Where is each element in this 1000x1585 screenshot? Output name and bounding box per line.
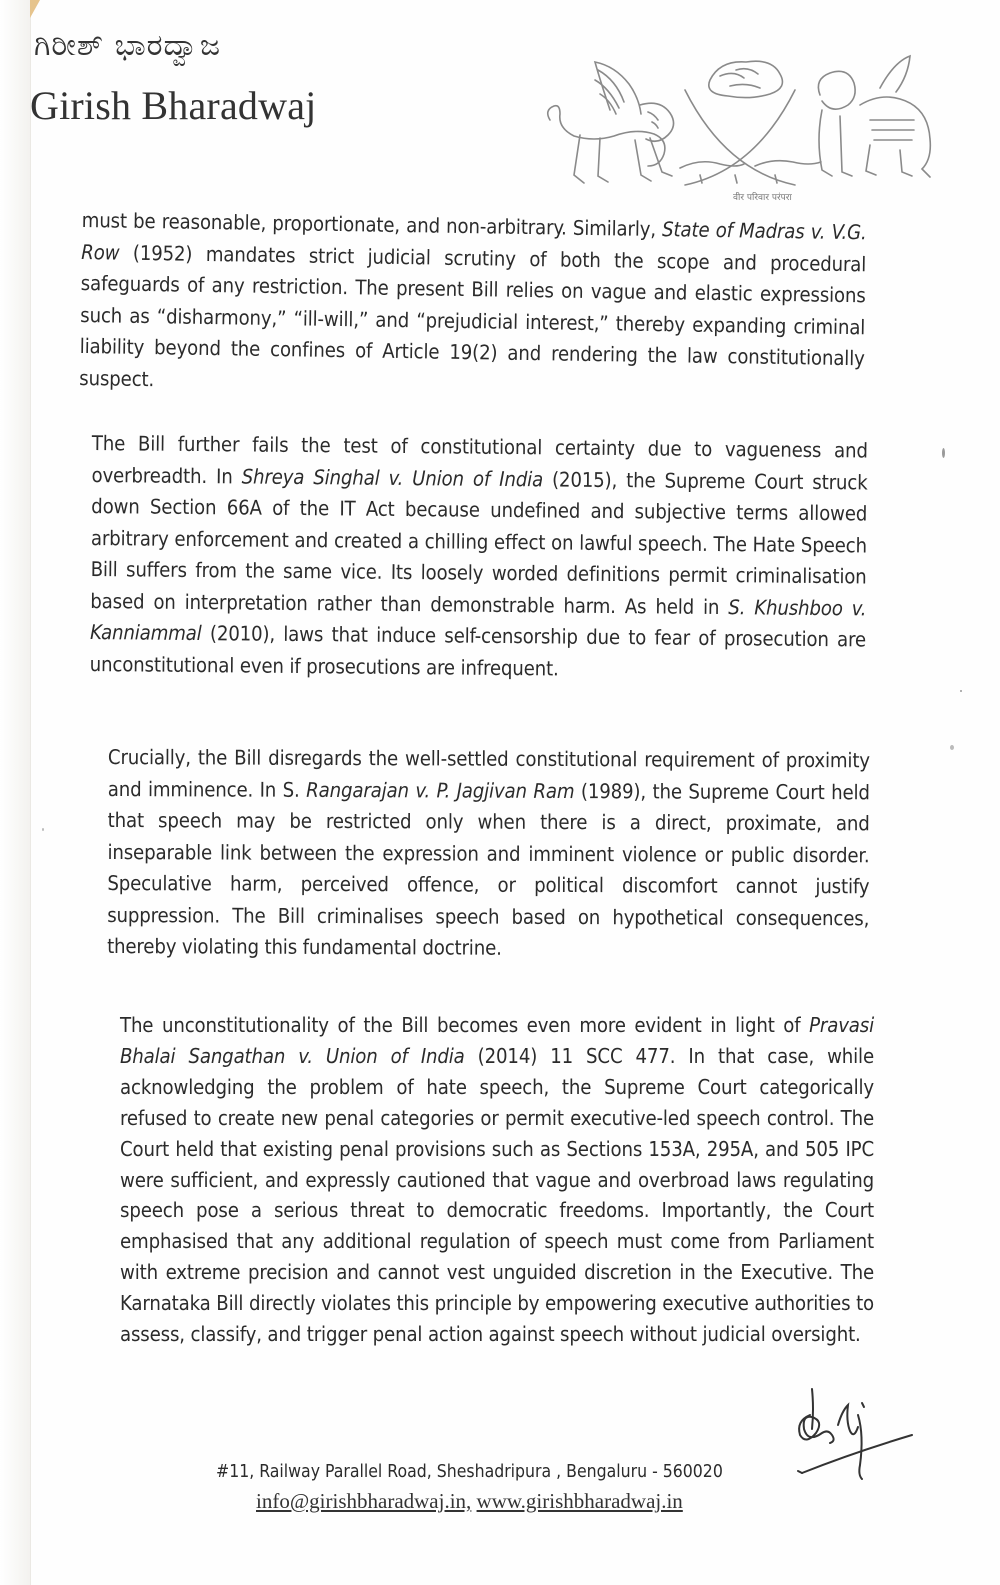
case-citation: S. Khushboo v. Kanniammal [89, 594, 867, 646]
paragraph-text: The Bill further fails the test of constitutional certainty due to vagueness and overbreadth. In [91, 430, 868, 488]
website-link[interactable]: www.girishbharadwaj.in [476, 1489, 683, 1513]
footer-address: #11, Railway Parallel Road, Sheshadripura , Bengaluru - 560020 [216, 1462, 723, 1482]
scan-speck [42, 828, 44, 831]
footer-contact-links [256, 1489, 683, 1514]
body-paragraph-2 [90, 428, 868, 687]
scan-speck [960, 690, 962, 692]
paragraph-text: (1952) mandates strict judicial scrutiny of both the scope and procedural safeguards of any restriction. The present Bill relies on vague and elastic expressions such as “disharmony,” “ill-will,” and “prejudicial interest,” thereby expanding criminal liability beyond the confines of Article 19(2) and rendering the law constitutionally suspect. [79, 240, 867, 391]
emblem-motto: वीर परिवार परंपरा [733, 193, 792, 203]
email-link[interactable]: info@girishbharadwaj.in, [256, 1489, 472, 1513]
case-citation: Shreya Singhal v. Union of India [241, 463, 544, 491]
case-citation: State of Madras v. V.G. Row [81, 217, 867, 265]
paragraph-text: (2014) 11 SCC 477. In that case, while acknowledging the problem of hate speech, the Supreme Court categorically refused to create new penal categories or permit executive-led speech control. The Court held that existing penal provisions such as Sections 153A, 295A, and 505 IPC were sufficient, and expressly cautioned that vague and overbroad laws regulating speech pose a serious threat to democratic freedoms. Importantly, the Court emphasised that any additional regulation of speech must come from Parliament with extreme precision and cannot vest unguided discretion in the Executive. The Karnataka Bill directly violates this principle by empowering executive authorities to assess, classify, and trigger penal action against speech without judicial oversight. [120, 1043, 874, 1347]
scan-speck [950, 745, 954, 750]
paragraph-text: (2010), laws that induce self-censorship due to fear of prosecution are unconstitutional even if prosecutions are infrequent. [89, 621, 867, 680]
folded-corner [30, 0, 40, 18]
letterhead-name-kannada: ಗಿರೀಶ್ ಭಾರದ್ವಾಜ [34, 28, 222, 63]
body-paragraph-1 [79, 205, 867, 406]
body-paragraph-3 [107, 742, 870, 966]
case-citation: Rangarajan v. P. Jagjivan Ram [306, 777, 575, 803]
winged-lion-crossed-swords-emblem-icon [540, 50, 940, 210]
case-citation: Pravasi Bhalai Sangathan v. Union of India [120, 1013, 874, 1068]
page-left-edge [0, 0, 31, 1585]
handwritten-signature-icon [790, 1385, 940, 1485]
paragraph-text: (2015), the Supreme Court struck down Section 66A of the IT Act because undefined and subjective terms allowed arbitrary enforcement and created a chilling effect on lawful speech. The Hate Speech Bill suffers from the same vice. Its loosely worded definitions permit criminalisation based on interpretation rather than demonstrable harm. As held in [90, 466, 868, 619]
scan-speck [942, 448, 945, 458]
paragraph-text: (1989), the Supreme Court held that speech may be restricted only when there is a direct, proximate, and inseparable link between the expression and imminent violence or public disorder. Speculative harm, perceived offence, or political discomfort cannot justify suppression. The Bill criminalises speech based on hypothetical consequences, thereby violating this fundamental doctrine. [107, 778, 870, 960]
body-paragraph-4 [120, 1010, 874, 1350]
paragraph-text: The unconstitutionality of the Bill becomes even more evident in light of [120, 1013, 810, 1037]
letterhead-name-english: Girish Bharadwaj [30, 83, 317, 128]
paragraph-text: Crucially, the Bill disregards the well-settled constitutional requirement of proximity and imminence. In S. [107, 745, 870, 802]
paragraph-text: must be reasonable, proportionate, and non-arbitrary. Similarly, [81, 207, 663, 242]
